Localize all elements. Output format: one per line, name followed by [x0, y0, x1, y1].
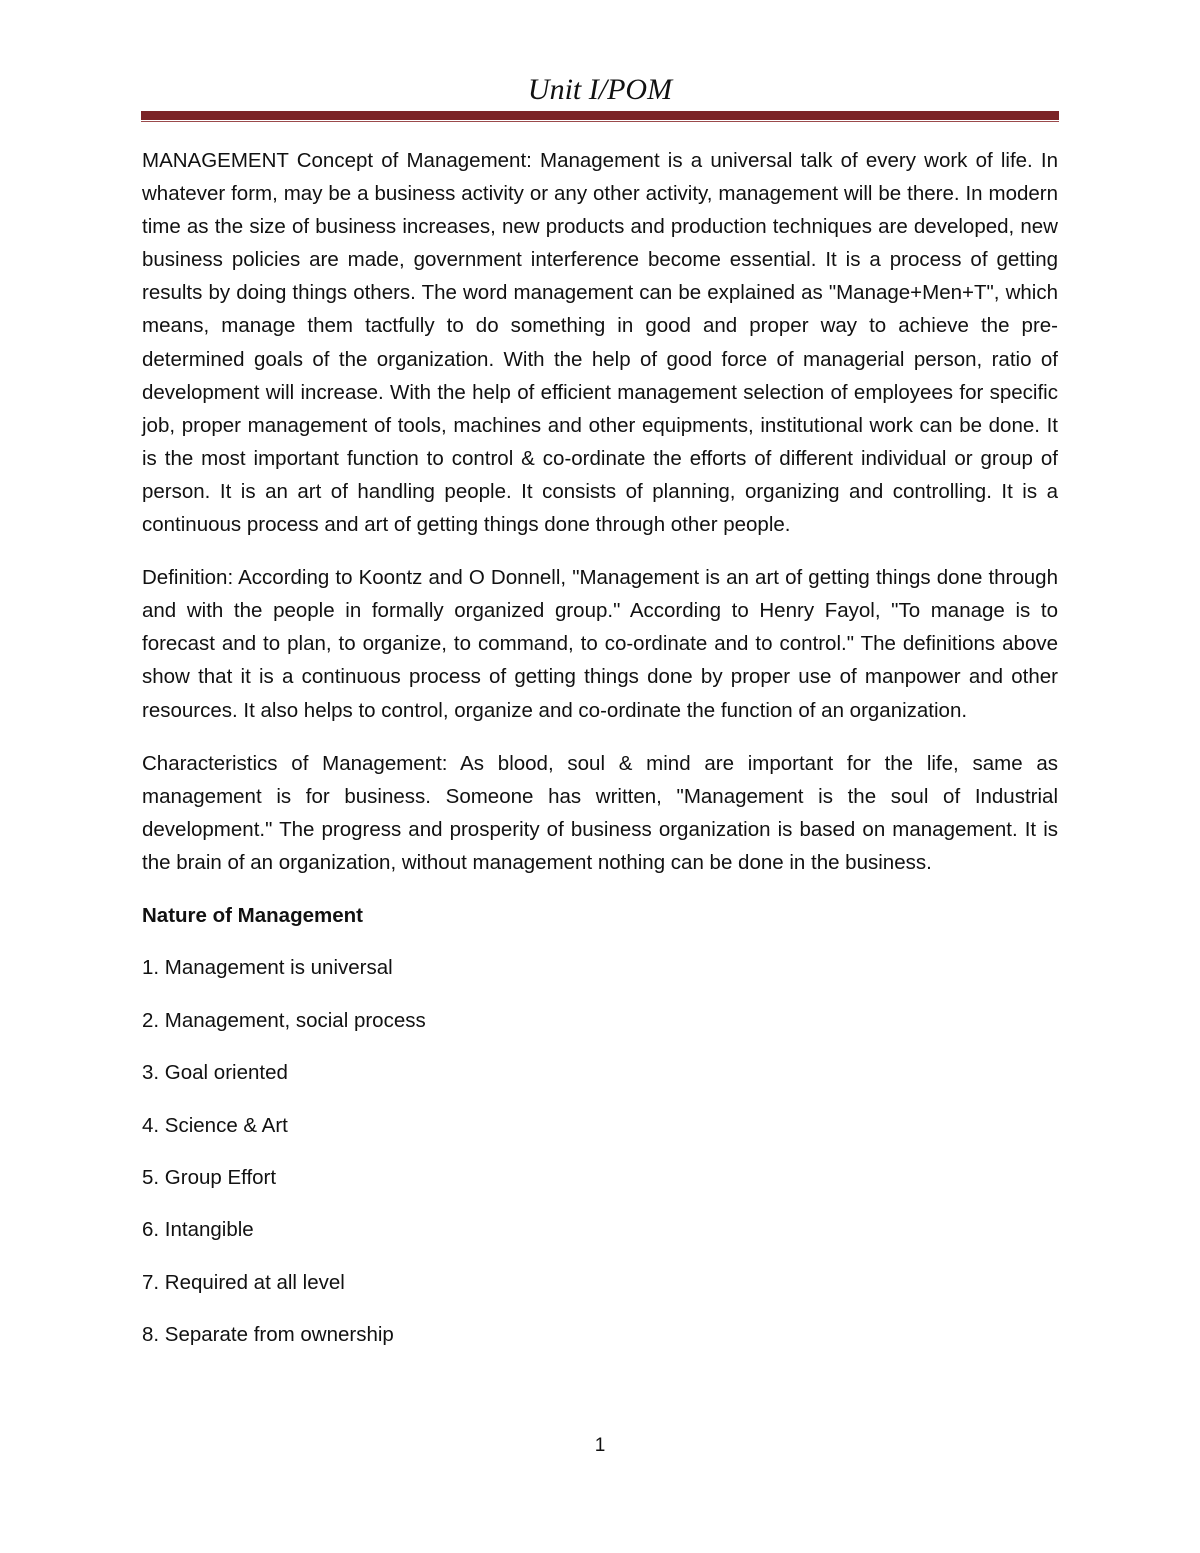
nature-list	[142, 951, 1058, 1351]
list-item: 8. Separate from ownership	[142, 1323, 394, 1347]
list-item: 3. Goal oriented	[142, 1061, 288, 1085]
section-heading-nature: Nature of Management	[142, 903, 363, 927]
header-divider-thin	[141, 121, 1059, 122]
list-item: 4. Science & Art	[142, 1113, 288, 1137]
document-body	[142, 144, 1058, 1371]
header-divider	[141, 111, 1059, 120]
paragraph-concept: MANAGEMENT Concept of Management: Management is a universal talk of every work of life. In whatever form, may be a business activity or any other activity, management will be there. In modern time as the size of business increases, new products and production techniques are developed, new business policies are made, government interference become essential. It is a process of getting results by doing things others. The word management can be explained as "Manage+Men+T", which means, manage them tactfully to do something in good and proper way to achieve the pre-determined goals of the organization. With the help of good force of managerial person, ratio of development will increase. With the help of efficient management selection of employees for specific job, proper management of tools, machines and other equipments, institutional work can be done. It is the most important function to control & co-ordinate the efforts of different individual or group of person. It is an art of handling people. It consists of planning, organizing and controlling. It is a continuous process and art of getting things done through other people.	[142, 149, 1058, 537]
paragraph-definition: Definition: According to Koontz and O Donnell, "Management is an art of getting things done through and with the people in formally organized group." According to Henry Fayol, "To manage is to forecast and to plan, to organize, to command, to co-ordinate and to control." The definitions above show that it is a continuous process of getting things done by proper use of manpower and other resources. It also helps to control, organize and co-ordinate the function of an organization.	[142, 566, 1058, 722]
list-item: 1. Management is universal	[142, 956, 393, 980]
list-item: 7. Required at all level	[142, 1270, 345, 1294]
paragraph-characteristics: Characteristics of Management: As blood, soul & mind are important for the life, same as management is for business. Someone has written, "Management is the soul of Industrial development." The progress and prosperity of business organization is based on management. It is the brain of an organization, without management nothing can be done in the business.	[142, 751, 1058, 874]
page-header-title: Unit I/POM	[527, 73, 673, 106]
page-number: 1	[594, 1435, 606, 1456]
list-item: 2. Management, social process	[142, 1008, 426, 1032]
list-item: 5. Group Effort	[142, 1166, 277, 1189]
list-item: 6. Intangible	[142, 1218, 254, 1242]
